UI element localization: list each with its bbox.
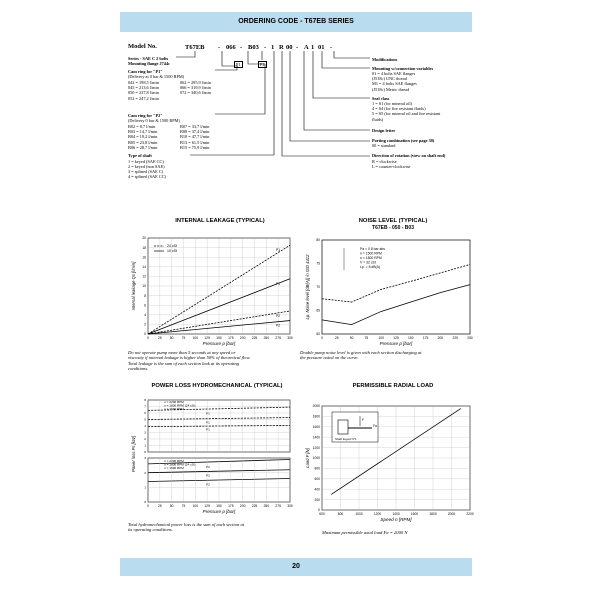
svg-text:8: 8 [144, 398, 146, 403]
list-item: 052 = 247,2 l/min [128, 95, 159, 101]
svg-text:1200: 1200 [312, 445, 320, 450]
caption-line: Total leakage is the sum of each section leak at its operating [128, 360, 239, 366]
list-item: 3 = splined (SAE C) [128, 169, 164, 174]
inset-label: F [362, 418, 364, 422]
svg-text:250: 250 [467, 336, 473, 340]
svg-text:225: 225 [251, 336, 258, 340]
svg-text:3: 3 [144, 456, 146, 461]
power-loss-chart-title: POWER LOSS HYDROMECHANICAL (TYPICAL) [151, 383, 283, 389]
p2-box: P2 [260, 62, 265, 67]
leakage-chart-title: INTERNAL LEAKAGE (TYPICAL) [175, 218, 265, 224]
svg-text:800: 800 [337, 512, 344, 516]
cam-ring-p2-subtitle: (Delivery 0 bar & 1500 RPM) [128, 118, 180, 123]
list-item: L = counter-clockwise [372, 164, 411, 169]
mounting-variables-title: Mounting w/connection variables [372, 66, 434, 71]
svg-text:250: 250 [263, 336, 270, 340]
svg-text:4: 4 [144, 313, 146, 317]
cam-ring-p2-title: Cam ring for "P2" [128, 113, 163, 118]
series-label: P1 [276, 248, 281, 253]
radial-load-chart [300, 392, 480, 522]
svg-text:Pressure p [bar]: Pressure p [bar] [202, 509, 236, 514]
svg-text:2200: 2200 [466, 512, 474, 516]
series-label: P1 [276, 281, 281, 286]
svg-text:50: 50 [349, 336, 354, 340]
legend-entry: n = 1500 RPM [360, 251, 382, 256]
svg-text:125: 125 [204, 336, 210, 340]
svg-text:2: 2 [144, 437, 146, 442]
series-label: P2 [206, 482, 210, 487]
code-segment: 1 [311, 44, 315, 51]
series-label: P2 [206, 473, 210, 478]
mounting-flange-label: Mounting flange J744c [128, 61, 171, 66]
svg-text:0: 0 [144, 332, 146, 337]
svg-text:0: 0 [147, 336, 149, 340]
rotation-title: Direction of rotation (view on shaft end) [372, 153, 446, 158]
list-item: B03 = 14,7 l/min [128, 129, 158, 135]
list-item: B06 = 28,7 l/min [128, 144, 158, 150]
svg-text:200: 200 [314, 497, 320, 502]
svg-text:1400: 1400 [392, 512, 400, 516]
svg-text:6: 6 [144, 411, 146, 416]
svg-text:1600: 1600 [410, 512, 419, 516]
svg-text:25: 25 [157, 504, 162, 508]
code-segment: B03 [248, 44, 259, 51]
list-item: 072 = 340,6 l/min [180, 90, 211, 96]
svg-text:Pressure p [bar]: Pressure p [bar] [202, 341, 236, 346]
code-segment: - [240, 44, 243, 51]
code-segment: A [304, 44, 309, 51]
svg-text:50: 50 [169, 504, 174, 508]
code-segment: - [330, 44, 333, 51]
svg-text:8: 8 [144, 293, 146, 298]
ordering-code-banner: ORDERING CODE - T67EB SERIES [120, 12, 472, 32]
caption-line: conditions. [128, 366, 149, 372]
svg-text:225: 225 [452, 336, 458, 340]
list-item: B02 = 8,7 l/min [128, 124, 156, 129]
caption-line: Do not operate pump more than 5 seconds at any speed or [128, 350, 236, 355]
svg-text:0: 0 [147, 504, 149, 508]
radial-load-caption [322, 530, 407, 535]
svg-text:1000: 1000 [312, 456, 320, 461]
list-item: 2 = keyed (non SAE) [128, 164, 165, 169]
cam-ring-p1-subtitle: (Delivery at 0 bar & 1500 RPM) [128, 74, 185, 79]
svg-text:225: 225 [251, 504, 258, 508]
design-letter-label: Design letter [372, 128, 396, 133]
caption-line: the pressure noted on the curve. [300, 355, 359, 361]
caption-line: Maximum permissible axial load Fa = 2000 N [322, 530, 408, 535]
svg-text:1600: 1600 [312, 425, 320, 429]
svg-text:1800: 1800 [429, 512, 437, 516]
svg-text:300: 300 [287, 336, 293, 340]
list-item: 050 = 237,8 l/min [128, 90, 159, 96]
svg-text:300: 300 [287, 504, 293, 508]
shaft-type-title: Type of shaft [128, 153, 152, 158]
page-number: 20 [120, 558, 472, 576]
svg-text:800: 800 [314, 466, 320, 471]
legend-entry: n = 2200 RPM [164, 459, 184, 463]
code-segment: T67EB [185, 44, 205, 51]
list-item: 042 = 198,5 l/min [128, 80, 159, 85]
svg-text:1: 1 [144, 485, 146, 490]
noise-chart-title: NOISE LEVEL (TYPICAL) [358, 218, 428, 224]
svg-text:25: 25 [157, 336, 162, 340]
svg-text:175: 175 [422, 336, 429, 340]
series-line [322, 264, 470, 302]
caption-line: Total hydromechanical power loss is the sum of each section at [128, 522, 245, 527]
noise-chart [300, 232, 480, 350]
list-item: 066 = 319,9 l/min [180, 85, 211, 91]
legend-entry: Lp. = 8 dB(A) [360, 265, 381, 269]
code-connector-lines [0, 0, 600, 200]
list-item: B07 = 33,7 l/min [180, 124, 210, 129]
model-no-label: Model No. [128, 43, 157, 50]
list-item: 1 = S1 (for mineral oil) [372, 101, 413, 106]
legend-entry: n = 1800 RPM (24 cSt) [164, 462, 196, 467]
svg-text:600: 600 [314, 477, 320, 481]
svg-text:75: 75 [181, 504, 186, 508]
caption-line: viscosity if internal leakage is higher than 50% of theoretical flow. [128, 355, 251, 361]
code-segment: 066 [226, 44, 236, 51]
list-item: 045 = 213,6 l/min [128, 85, 159, 91]
svg-text:80: 80 [316, 238, 320, 243]
svg-text:Power loss Ps [kW]: Power loss Ps [kW] [131, 435, 136, 473]
svg-text:150: 150 [408, 336, 414, 340]
p1-box: P1 [236, 62, 241, 67]
legend-entry: n = 1800 RPM [360, 256, 382, 260]
svg-text:100: 100 [192, 336, 199, 340]
list-item: R = clockwise [372, 159, 397, 164]
legend-entry: V = 32 cSt [360, 260, 376, 265]
caption-line: its operating conditions. [128, 527, 173, 533]
svg-text:1200: 1200 [373, 512, 382, 516]
svg-text:2000: 2000 [312, 404, 320, 409]
noise-caption [300, 350, 422, 361]
svg-text:16: 16 [142, 255, 146, 260]
svg-text:Speed n [RPM]: Speed n [RPM] [380, 517, 412, 522]
radial-load-chart-title: PERMISSIBLE RADIAL LOAD [352, 383, 434, 389]
svg-text:100: 100 [192, 504, 199, 508]
legend-entry: Pa = 0.8 bar abs [360, 247, 385, 251]
legend-entry: n = 2200 RPM [164, 400, 184, 404]
list-item: 1 = keyed (SAE CC) [128, 159, 164, 164]
svg-text:70: 70 [316, 285, 320, 290]
svg-text:1000: 1000 [355, 512, 363, 516]
svg-text:2: 2 [144, 322, 146, 327]
svg-text:200: 200 [437, 336, 444, 340]
porting-title: Porting combination (see page 30) [372, 138, 435, 143]
svg-text:14: 14 [142, 265, 146, 269]
list-item: B04 = 19,2 l/min [128, 134, 158, 140]
svg-text:2000: 2000 [447, 512, 456, 516]
series-label: P1 [206, 427, 210, 432]
leakage-caption [128, 350, 250, 372]
list-item: B08 = 37,4 l/min [180, 129, 210, 135]
svg-text:75: 75 [316, 261, 320, 266]
svg-text:65: 65 [316, 308, 320, 313]
list-item: 5 = S5 (for mineral oil and fire resistant [372, 111, 441, 117]
svg-text:275: 275 [275, 336, 281, 340]
svg-text:0: 0 [144, 500, 146, 505]
porting-item: 00 = standard [372, 143, 396, 148]
power-loss-chart [120, 392, 300, 522]
code-segment: - [296, 44, 299, 51]
inset-label: Shaft keyed N°1 [335, 437, 357, 441]
code-segment: R [279, 44, 284, 51]
svg-text:20: 20 [142, 236, 146, 241]
svg-text:175: 175 [228, 336, 234, 340]
svg-text:75: 75 [181, 336, 186, 340]
legend-entry: n = 1800 RPM (24 cSt) [164, 403, 196, 408]
code-segment: 1 [271, 44, 275, 51]
svg-text:Load F [N]: Load F [N] [305, 448, 310, 468]
svg-text:150: 150 [216, 336, 222, 340]
svg-text:7: 7 [144, 404, 146, 409]
svg-text:175: 175 [228, 504, 234, 508]
svg-text:1400: 1400 [312, 435, 320, 440]
svg-text:4: 4 [144, 424, 146, 429]
series-label: P2 [276, 313, 281, 318]
svg-text:0: 0 [321, 336, 323, 340]
svg-text:100: 100 [378, 336, 384, 340]
svg-text:200: 200 [239, 336, 246, 340]
list-item: B05 = 23,8 l/min [128, 139, 158, 145]
svg-text:6: 6 [144, 303, 146, 308]
list-item: M1 = 4 bolts SAE flanges [372, 81, 417, 87]
list-item: B13 = 61,5 l/min [180, 139, 210, 145]
series-label: P1 [206, 411, 210, 416]
svg-text:Pressure p [bar]: Pressure p [bar] [379, 341, 413, 346]
svg-text:400: 400 [314, 487, 320, 492]
svg-text:125: 125 [393, 336, 399, 340]
caption-line: Double pump noise level is given with each section discharging at [300, 350, 422, 355]
svg-text:10: 10 [142, 284, 146, 289]
svg-text:200: 200 [239, 504, 246, 508]
legend-entry: 24 cSt [167, 244, 177, 249]
cam-ring-p1-title: Cam ring for "P1" [128, 69, 163, 74]
svg-text:275: 275 [275, 504, 281, 508]
list-item: B15 = 75,9 l/min [180, 144, 210, 150]
svg-text:75: 75 [364, 336, 369, 340]
legend-entry: 10 cSt [167, 249, 177, 254]
list-item: B10 = 47,7 l/min [180, 134, 210, 140]
leakage-chart [120, 226, 300, 350]
svg-text:125: 125 [204, 504, 210, 508]
svg-text:150: 150 [216, 504, 222, 508]
svg-text:0: 0 [318, 508, 320, 513]
code-segment: 00 [286, 44, 293, 51]
series-label: Series - SAE C 2 bolts [128, 56, 169, 61]
code-segment: - [264, 44, 267, 51]
series-label: P2 [206, 464, 210, 469]
code-segment: 01 [318, 44, 325, 51]
legend-entry: n = 1500 RPM [164, 407, 184, 412]
list-item: (J518c) UNC thread [372, 76, 407, 82]
svg-text:60: 60 [316, 332, 320, 337]
svg-text:50: 50 [169, 336, 174, 340]
list-item: 01 = 4 bolts SAE flanges [372, 71, 416, 76]
svg-text:0: 0 [144, 450, 146, 455]
seal-class-title: Seal class [372, 96, 390, 101]
svg-text:3: 3 [144, 430, 146, 435]
svg-text:18: 18 [142, 245, 146, 250]
modifications-label: Modifications [372, 57, 398, 62]
legend-entry: n = 1500 RPM [164, 466, 184, 471]
list-item: fluids) [372, 116, 384, 122]
svg-text:250: 250 [263, 504, 270, 508]
list-item: (J518c) Metric thread [372, 86, 410, 92]
svg-text:25: 25 [334, 336, 339, 340]
series-line [322, 285, 470, 325]
series-label: P1 [206, 420, 210, 425]
svg-text:2: 2 [144, 470, 146, 475]
code-segment: - [218, 44, 221, 51]
svg-text:Internal leakage Qs [l/min]: Internal leakage Qs [l/min] [131, 261, 136, 311]
list-item: 4 = splined (SAE CC) [128, 174, 166, 179]
list-item: 062 = 295,9 l/min [180, 80, 211, 85]
svg-text:600: 600 [319, 512, 325, 516]
svg-text:5: 5 [144, 417, 146, 422]
svg-text:1800: 1800 [312, 414, 320, 419]
list-item: 4 = S4 (for fire resistant fluids) [372, 106, 426, 112]
inset-label: Fa [373, 424, 377, 428]
series-label: P2 [276, 323, 281, 328]
svg-text:Lp. Noise level [dB(A)] in ISO: Lp. Noise level [dB(A)] in ISO 4412 [305, 254, 310, 320]
svg-text:1: 1 [144, 443, 146, 448]
power-loss-caption [128, 522, 244, 533]
noise-chart-subtitle: T67EB - 050 - B03 [372, 225, 414, 231]
svg-text:12: 12 [142, 274, 146, 279]
